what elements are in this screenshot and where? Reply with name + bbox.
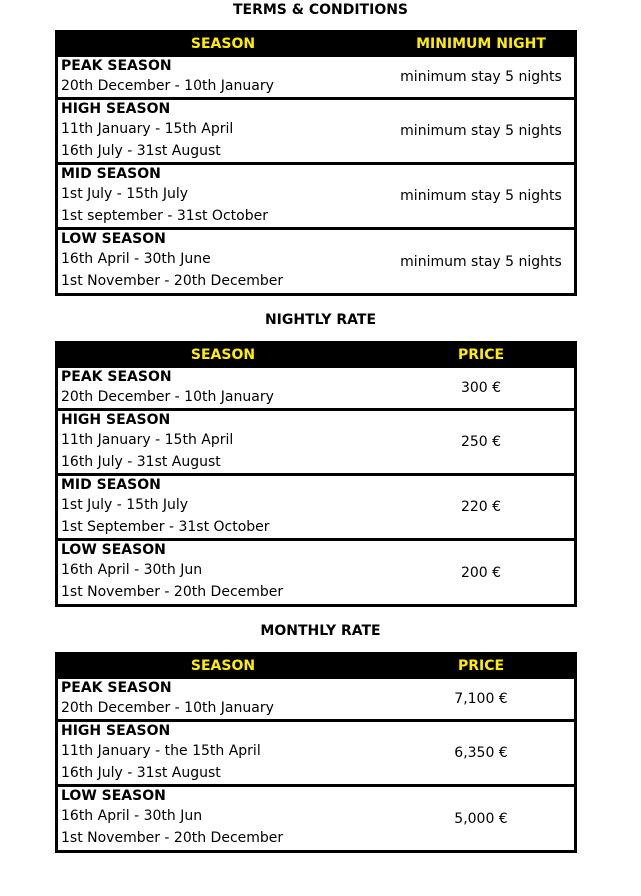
table-row <box>58 165 574 227</box>
price-cell: 220 € <box>460 499 502 515</box>
price-cell: 200 € <box>460 564 502 581</box>
season-name: PEAK SEASON <box>61 680 172 696</box>
season-cell <box>58 722 388 784</box>
season-name: LOW SEASON <box>61 542 166 558</box>
table-row <box>58 411 574 473</box>
season-cell <box>58 679 388 719</box>
minimum-night-cell: minimum stay 5 nights <box>400 123 562 139</box>
table-row <box>58 541 574 604</box>
season-range: 11th January - 15th April <box>61 432 234 448</box>
season-cell <box>58 100 388 162</box>
minimum-night-cell: minimum stay 5 nights <box>400 69 562 85</box>
season-name: PEAK SEASON <box>61 58 172 74</box>
season-range: 1st November - 20th December <box>61 584 284 600</box>
minimum-night-cell: minimum stay 5 nights <box>400 188 562 204</box>
monthly-title: MONTHLY RATE <box>260 623 381 639</box>
price-cell: 6,350 € <box>454 745 508 761</box>
season-range: 1st July - 15th July <box>61 186 189 202</box>
season-name: HIGH SEASON <box>61 412 171 428</box>
price-cell: 300 € <box>460 380 502 396</box>
season-cell <box>58 230 388 293</box>
nightly-table-header <box>58 341 574 368</box>
season-range: 16th July - 31st August <box>61 765 221 781</box>
terms-header-season: SEASON <box>190 35 256 52</box>
season-name: HIGH SEASON <box>61 723 171 739</box>
season-name: HIGH SEASON <box>61 101 171 117</box>
terms-table <box>55 30 577 296</box>
season-range: 20th December - 10th January <box>61 389 274 405</box>
terms-table-header <box>58 30 574 57</box>
season-cell <box>58 57 388 97</box>
table-row <box>58 57 574 97</box>
table-row <box>58 100 574 162</box>
minimum-night-cell: minimum stay 5 nights <box>400 253 562 270</box>
nightly-header-season: SEASON <box>190 346 256 363</box>
monthly-table-header <box>58 652 574 679</box>
season-range: 16th July - 31st August <box>61 454 221 470</box>
terms-title: TERMS & CONDITIONS <box>232 2 409 18</box>
season-name: MID SEASON <box>61 477 161 493</box>
season-range: 16th July - 31st August <box>61 143 221 159</box>
season-cell <box>58 541 388 604</box>
season-range: 1st November - 20th December <box>61 273 284 289</box>
season-name: LOW SEASON <box>61 788 166 804</box>
monthly-header-season: SEASON <box>190 657 256 674</box>
terms-header-minimum-night: MINIMUM NIGHT <box>416 35 546 52</box>
season-range: 20th December - 10th January <box>61 78 274 94</box>
season-range: 1st september - 31st October <box>61 208 268 224</box>
season-name: PEAK SEASON <box>61 369 172 385</box>
season-cell <box>58 165 388 227</box>
monthly-header-price: PRICE <box>457 657 505 674</box>
season-range: 11th January - the 15th April <box>61 743 261 759</box>
terms-table-body <box>58 57 574 293</box>
season-name: LOW SEASON <box>61 231 166 247</box>
season-name: MID SEASON <box>61 166 161 182</box>
table-row <box>58 679 574 719</box>
season-cell <box>58 787 388 850</box>
nightly-header-price: PRICE <box>457 346 505 363</box>
table-row <box>58 787 574 850</box>
season-cell <box>58 368 388 408</box>
season-range: 1st November - 20th December <box>61 830 284 846</box>
price-cell: 5,000 € <box>454 810 508 827</box>
season-range: 1st September - 31st October <box>61 519 270 535</box>
season-cell <box>58 476 388 538</box>
table-row <box>58 722 574 784</box>
table-row <box>58 368 574 408</box>
season-range: 16th April - 30th Jun <box>61 562 203 578</box>
nightly-table <box>55 341 577 607</box>
price-cell: 7,100 € <box>454 691 508 707</box>
season-range: 1st July - 15th July <box>61 497 189 513</box>
nightly-table-body <box>58 368 574 604</box>
season-range: 20th December - 10th January <box>61 700 274 716</box>
nightly-title: NIGHTLY RATE <box>264 312 377 328</box>
season-cell <box>58 411 388 473</box>
season-range: 16th April - 30th Jun <box>61 808 203 824</box>
season-range: 16th April - 30th June <box>61 251 211 267</box>
monthly-table <box>55 652 577 853</box>
price-cell: 250 € <box>460 434 502 450</box>
table-row <box>58 476 574 538</box>
table-row <box>58 230 574 293</box>
season-range: 11th January - 15th April <box>61 121 234 137</box>
monthly-table-body <box>58 679 574 850</box>
